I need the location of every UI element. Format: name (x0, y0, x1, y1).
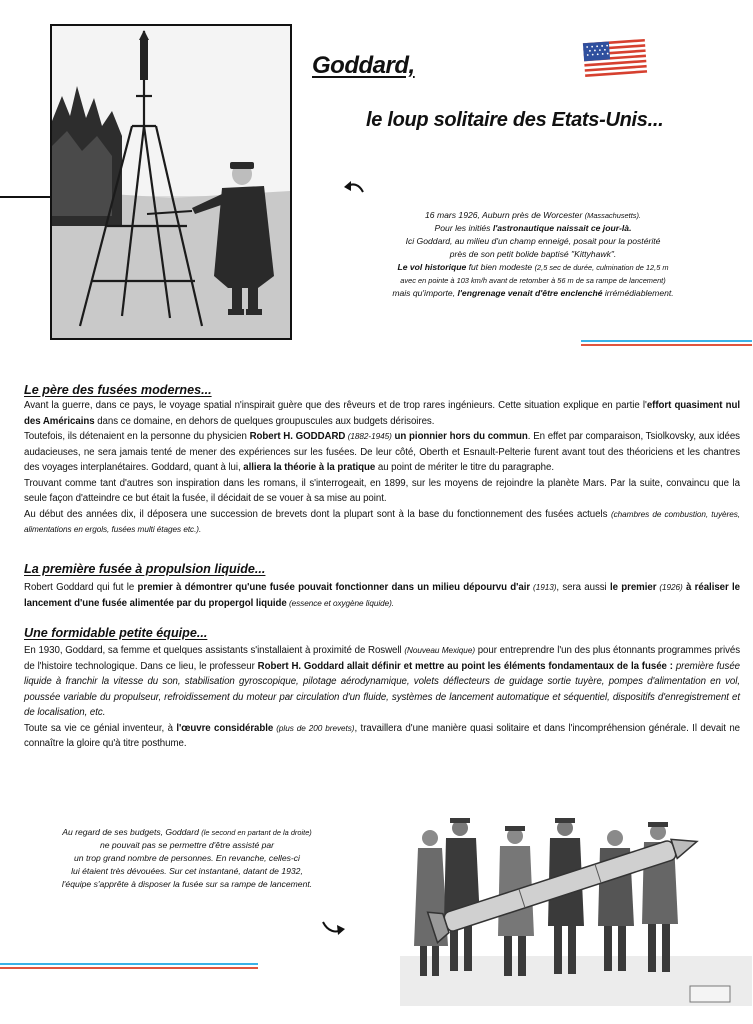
photo-goddard-rocket-scene (52, 26, 290, 338)
page-subtitle: le loup solitaire des Etats-Unis... (366, 109, 664, 131)
caption-date: 16 mars 1926, Auburn près de Worcester (425, 210, 583, 220)
page-title: Goddard, (312, 52, 415, 79)
section-heading: Une formidable petite équipe... (24, 626, 208, 640)
section-heading: Le père des fusées modernes... (24, 383, 212, 397)
decorative-stripe (0, 963, 258, 968)
photo-caption-top: 16 mars 1926, Auburn près de Worcester (Massachusetts). Pour les initiés l'astronautique naissait ce jour-là. Ici Goddard, au milieu d'un champ enneigé, posait pour la postérité près de son petit bolide baptisé "Kittyhawk". Le vol historique fut bien modeste (2,5 sec de durée, culmination de 12,5 m avec en pointe à 103 km/h avant de retomber à 56 m de sa rampe de lancement) mais qu'importe, l'engrenage venait d'être enclenché irrémédiablement. (392, 210, 674, 298)
arrow-left-icon (320, 918, 346, 944)
section-text: Avant la guerre, dans ce pays, le voyage spatial n'inspirait guère que des rêveurs et de trop rares ingénieurs. Cette situation explique en partie l'effort quasiment nul des Américains dans ce domaine, en dehors de quelques groupuscules aux budgets dérisoires. Toutefois, ils détenaient en la personne du physicien Robert H. GODDARD (1882-1945) un pionnier hors du commun. En effet par comparaison, Tsiolkovsky, aux idées audacieuses, ne sera jamais tenté de mener des expériences sur les fusées. De leur côté, Oberth et Esnault-Pelterie furent avant tout des théoriciens et les chantres des voyages interplanétaires. Goddard, quant à lui, alliera la théorie à la pratique au point de mériter le titre du paragraphe. Trouvant comme tant d'autres son inspiration dans les romans, il s'interrogeait, en 1899, sur les moyens de rejoindre la planète Mars. Par la suite, convaincu que la seule façon d'atteindre ce but était la fusée, il décidait de se vouer à sa mise au point. Au début des années dix, il déposera une succession de brevets dont la plupart sont à la base du fonctionnement des fusées actuels (chambres de combustion, tuyères, alimentations en ergols, fusées multi étages etc.). (24, 400, 740, 534)
arrow-left-icon (343, 178, 365, 202)
photo-goddard-team-1932 (400, 776, 752, 1006)
decorative-stripe (581, 340, 752, 345)
photo-frame-rule (0, 196, 52, 198)
photo-team-with-rocket (400, 776, 752, 1006)
section-text: Robert Goddard qui fut le premier à démontrer qu'une fusée pouvait fonctionner dans un milieu dépourvu d'air (1913), sera aussi le premier (1926) à réaliser le lancement d'une fusée alimentée par du propergol liquide (essence et oxygène liquide). (24, 582, 741, 609)
section-text: En 1930, Goddard, sa femme et quelques assistants s'installaient à proximité de Roswell (Nouveau Mexique) pour entreprendre l'un des plus étonnants programmes privés de l'histoire technologique. Dans ce lieu, le professeur Robert H. Goddard allait définir et mettre au point les éléments fondamentaux de la fusée : première fusée liquide à franchir la vitesse du son, stabilisation gyroscopique, pilotage aérodynamique, volets déflecteurs de guidage sortie tuyère, pompes d'alimentation en vol, poussée variable du propulseur, refroidissement du moteur par circulation d'un fluide, systèmes de lancement automatique et séquentiel, dispositifs d'enregistrement et de localisation, etc. Toute sa vie ce génial inventeur, à l'œuvre considérable (plus de 200 brevets), travaillera d'une manière quasi solitaire et dans l'incompréhension générale. Il devait ne connaître la gloire qu'à titre posthume. (24, 645, 741, 749)
usa-flag-icon (582, 37, 650, 84)
photo-goddard-1926 (50, 24, 292, 340)
section-heading: La première fusée à propulsion liquide... (24, 562, 266, 576)
photo-caption-bottom: Au regard de ses budgets, Goddard (le second en partant de la droite) ne pouvait pas se permettre d'être assisté par un trop grand nombre de personnes. En revanche, celles-ci lui étaient très dévouées. Sur cet instantané, datant de 1932, l'équipe s'apprête à disposer la fusée sur sa rampe de lancement. (61, 827, 313, 889)
